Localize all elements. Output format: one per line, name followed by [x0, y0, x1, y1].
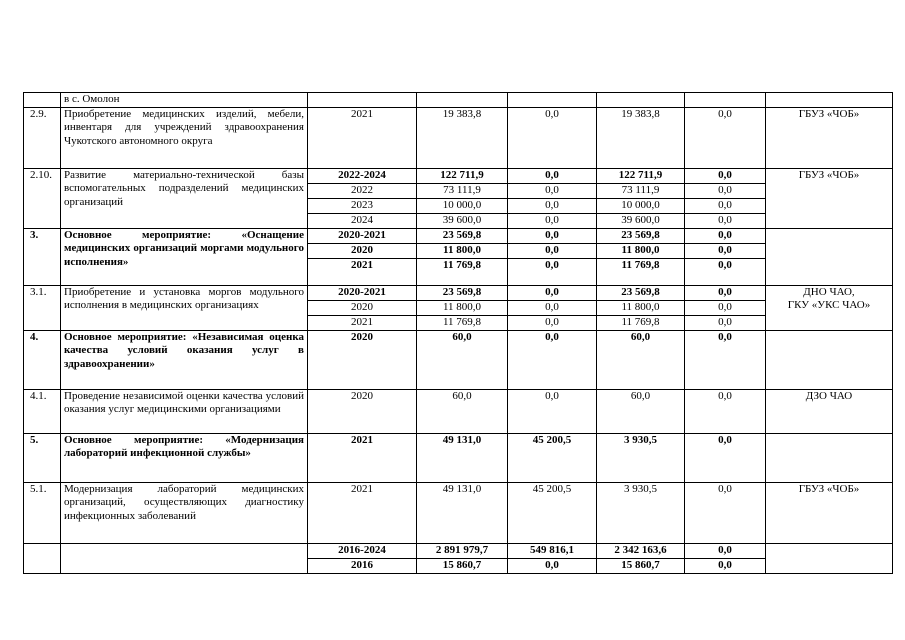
cell-year: 2022 [308, 183, 417, 198]
cell-total: 49 131,0 [417, 433, 508, 482]
cell-federal: 0,0 [508, 285, 597, 300]
cell-num: 4. [24, 330, 61, 389]
cell-regional: 2 342 163,6 [597, 543, 685, 558]
table-row [24, 168, 893, 183]
cell-total: 10 000,0 [417, 198, 508, 213]
cell-total: 39 600,0 [417, 213, 508, 228]
cell-regional: 3 930,5 [597, 482, 685, 543]
cell-regional: 39 600,0 [597, 213, 685, 228]
cell-regional: 11 769,8 [597, 315, 685, 330]
cell-federal: 0,0 [508, 330, 597, 389]
table-row [24, 433, 893, 482]
cell-executor [766, 433, 893, 482]
cell-year: 2020-2021 [308, 285, 417, 300]
cell-regional: 19 383,8 [597, 107, 685, 168]
cell-total: 23 569,8 [417, 228, 508, 243]
cell-desc: в с. Омолон [61, 93, 308, 108]
cell-total: 11 769,8 [417, 258, 508, 285]
cell-federal: 0,0 [508, 198, 597, 213]
table-row [24, 482, 893, 543]
table-row [24, 228, 893, 243]
cell-federal: 45 200,5 [508, 482, 597, 543]
cell-other: 0,0 [685, 315, 766, 330]
cell-other: 0,0 [685, 300, 766, 315]
cell-year: 2020 [308, 389, 417, 433]
cell-total: 73 111,9 [417, 183, 508, 198]
cell-executor [766, 330, 893, 389]
cell-desc: Основное мероприятие: «Оснащение медицинских организаций моргами модульного исполнения» [61, 228, 308, 285]
cell-federal: 0,0 [508, 168, 597, 183]
cell-federal: 0,0 [508, 315, 597, 330]
cell-desc: Приобретение и установка моргов модульного исполнения в медицинских организациях [61, 285, 308, 330]
cell-other: 0,0 [685, 168, 766, 183]
cell-federal: 0,0 [508, 389, 597, 433]
cell-executor: ДЗО ЧАО [766, 389, 893, 433]
cell-num: 5. [24, 433, 61, 482]
cell-executor [766, 228, 893, 285]
cell-year: 2021 [308, 258, 417, 285]
executor-line: ДНО ЧАО, [803, 285, 855, 298]
cell-total: 15 860,7 [417, 558, 508, 573]
cell-other: 0,0 [685, 213, 766, 228]
cell-executor: ГБУЗ «ЧОБ» [766, 482, 893, 543]
table-row [24, 285, 893, 300]
cell-desc [61, 543, 308, 573]
cell-year: 2021 [308, 315, 417, 330]
cell-federal: 0,0 [508, 558, 597, 573]
cell-year: 2016-2024 [308, 543, 417, 558]
cell-executor [766, 543, 893, 573]
cell-desc: Модернизация лабораторий медицинских организаций, осуществляющих диагностику инфекционных заболеваний [61, 482, 308, 543]
cell-other: 0,0 [685, 228, 766, 243]
table-row [24, 389, 893, 433]
cell-total: 2 891 979,7 [417, 543, 508, 558]
cell-executor: ГБУЗ «ЧОБ» [766, 107, 893, 168]
cell-year: 2021 [308, 482, 417, 543]
cell-regional: 11 769,8 [597, 258, 685, 285]
cell-regional: 3 930,5 [597, 433, 685, 482]
cell-federal: 0,0 [508, 107, 597, 168]
cell-num: 4.1. [24, 389, 61, 433]
cell-year: 2021 [308, 433, 417, 482]
cell-federal: 45 200,5 [508, 433, 597, 482]
cell-year: 2023 [308, 198, 417, 213]
cell-total: 11 800,0 [417, 243, 508, 258]
cell-total: 60,0 [417, 389, 508, 433]
cell-regional: 73 111,9 [597, 183, 685, 198]
cell-year: 2024 [308, 213, 417, 228]
cell-other: 0,0 [685, 258, 766, 285]
cell-num: 2.9. [24, 107, 61, 168]
cell-federal: 0,0 [508, 258, 597, 285]
cell-executor: ГБУЗ «ЧОБ» [766, 168, 893, 228]
cell-other: 0,0 [685, 107, 766, 168]
cell-other: 0,0 [685, 433, 766, 482]
cell-other: 0,0 [685, 482, 766, 543]
cell-federal: 549 816,1 [508, 543, 597, 558]
cell-regional: 122 711,9 [597, 168, 685, 183]
cell-num: 3. [24, 228, 61, 285]
table-row [24, 330, 893, 389]
cell-other: 0,0 [685, 543, 766, 558]
cell-regional: 60,0 [597, 389, 685, 433]
cell-year: 2022-2024 [308, 168, 417, 183]
cell-year: 2020-2021 [308, 228, 417, 243]
cell-federal: 0,0 [508, 213, 597, 228]
cell-desc: Проведение независимой оценки качества условий оказания услуг медицинскими организациями [61, 389, 308, 433]
cell-other: 0,0 [685, 389, 766, 433]
cell-year: 2021 [308, 107, 417, 168]
cell-desc: Основное мероприятие: «Независимая оценка качества условий оказания услуг в здравоохранении» [61, 330, 308, 389]
cell-total: 122 711,9 [417, 168, 508, 183]
cell-desc: Приобретение медицинских изделий, мебели, инвентаря для учреждений здравоохранения Чукотского автономного округа [61, 107, 308, 168]
cell-desc: Основное мероприятие: «Модернизация лабораторий инфекционной службы» [61, 433, 308, 482]
cell-total: 19 383,8 [417, 107, 508, 168]
cell-federal: 0,0 [508, 243, 597, 258]
cell-num [24, 93, 61, 108]
cell-other: 0,0 [685, 558, 766, 573]
cell-other: 0,0 [685, 198, 766, 213]
cell-regional: 23 569,8 [597, 228, 685, 243]
cell-other: 0,0 [685, 330, 766, 389]
cell-federal: 0,0 [508, 300, 597, 315]
cell-desc: Развитие материально-технической базы вспомогательных подразделений медицинских организаций [61, 168, 308, 228]
cell-total: 11 769,8 [417, 315, 508, 330]
cell-year: 2020 [308, 330, 417, 389]
cell-other: 0,0 [685, 183, 766, 198]
cell-num: 3.1. [24, 285, 61, 330]
cell-regional: 11 800,0 [597, 243, 685, 258]
table-row-total [24, 543, 893, 558]
cell-year: 2020 [308, 243, 417, 258]
cell-other: 0,0 [685, 285, 766, 300]
cell-num: 5.1. [24, 482, 61, 543]
cell-num [24, 543, 61, 573]
cell-regional: 11 800,0 [597, 300, 685, 315]
cell-federal: 0,0 [508, 183, 597, 198]
cell-federal: 0,0 [508, 228, 597, 243]
table-row [24, 93, 893, 108]
cell-total: 60,0 [417, 330, 508, 389]
cell-year: 2016 [308, 558, 417, 573]
table-row [24, 107, 893, 168]
executor-line: ГКУ «УКС ЧАО» [787, 299, 871, 312]
cell-regional: 23 569,8 [597, 285, 685, 300]
cell-total: 11 800,0 [417, 300, 508, 315]
cell-executor [766, 285, 893, 330]
cell-year: 2020 [308, 300, 417, 315]
cell-total: 23 569,8 [417, 285, 508, 300]
cell-regional: 60,0 [597, 330, 685, 389]
cell-regional: 10 000,0 [597, 198, 685, 213]
cell-total: 49 131,0 [417, 482, 508, 543]
cell-num: 2.10. [24, 168, 61, 228]
cell-regional: 15 860,7 [597, 558, 685, 573]
cell-other: 0,0 [685, 243, 766, 258]
budget-table [23, 92, 893, 574]
